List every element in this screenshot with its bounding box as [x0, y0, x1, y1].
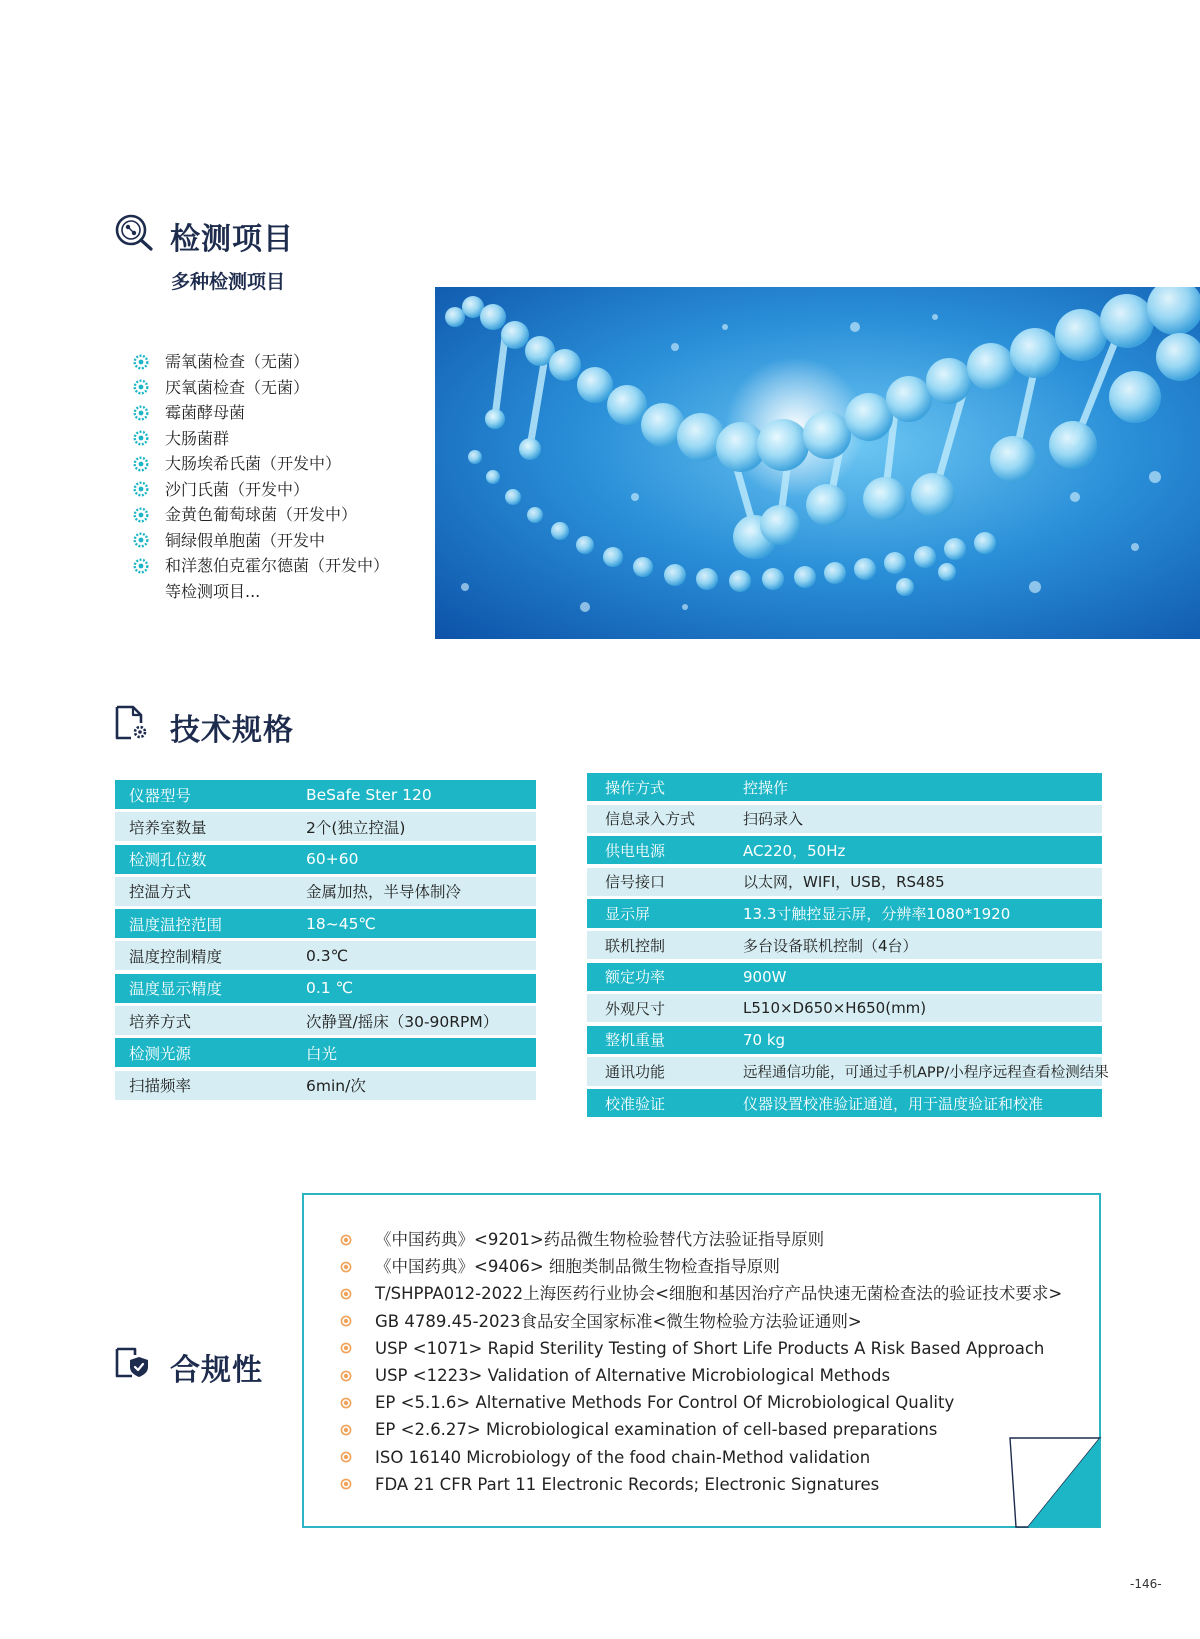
list-item [340, 1308, 1062, 1335]
compliance-item: USP <1223> Validation of Alternative Microbiological Methods [375, 1365, 891, 1385]
table-row [115, 909, 536, 938]
gear-bullet-icon [133, 507, 149, 523]
spec-key: 外观尺寸 [605, 999, 666, 1018]
spec-value: 扫码录入 [743, 810, 804, 829]
bullet-icon [340, 1424, 352, 1436]
spec-table-left [115, 780, 536, 1103]
gear-bullet-icon [133, 558, 149, 574]
spec-value: 仪器设置校准验证通道，用于温度验证和校准 [743, 1094, 1044, 1113]
list-item [340, 1362, 1062, 1389]
bullet-icon [340, 1261, 352, 1273]
bullet-icon [340, 1397, 352, 1409]
list-item [340, 1226, 1062, 1253]
bullet-icon [340, 1288, 352, 1300]
list-item [133, 553, 389, 579]
test-item: 大肠菌群 [165, 428, 230, 448]
spec-table-right [587, 773, 1109, 1121]
test-item: 铜绿假单胞菌（开发中 [165, 530, 326, 550]
list-item [133, 451, 389, 477]
spec-key: 控温方式 [129, 883, 192, 902]
specs-title: 技术规格 [170, 713, 294, 748]
compliance-item: USP <1071> Rapid Sterility Testing of Short Life Products A Risk Based Approach [375, 1338, 1045, 1358]
table-row [115, 974, 536, 1003]
spec-value: 远程通信功能，可通过手机APP/小程序远程查看检测结果 [743, 1064, 1109, 1081]
gear-bullet-icon [133, 430, 149, 446]
spec-value: 金属加热，半导体制冷 [306, 883, 462, 902]
table-row [587, 1089, 1102, 1117]
table-row [115, 845, 536, 874]
bullet-icon [340, 1478, 352, 1490]
gear-bullet-icon [133, 532, 149, 548]
table-row [587, 994, 1102, 1022]
list-item [133, 477, 389, 503]
test-item: 霉菌酵母菌 [165, 403, 246, 422]
table-row [115, 1006, 536, 1035]
table-row [115, 877, 536, 906]
spec-key: 通讯功能 [605, 1062, 666, 1081]
test-item: 厌氧菌检查（无菌） [165, 377, 310, 397]
spec-key: 信号接口 [605, 873, 666, 892]
page-number: -146- [1130, 1577, 1162, 1591]
test-item: 需氧菌检查（无菌） [165, 352, 310, 371]
list-item [133, 349, 389, 375]
magnifier-bacteria-icon [113, 212, 155, 252]
list-item [340, 1416, 1062, 1443]
compliance-item: 《中国药典》<9201>药品微生物检验替代方法验证指导原则 [375, 1230, 825, 1249]
list-item [340, 1444, 1062, 1471]
list-item [340, 1389, 1062, 1416]
test-more: 等检测项目... [165, 581, 261, 601]
spec-key: 仪器型号 [129, 786, 192, 805]
bullet-icon [340, 1451, 352, 1463]
gear-bullet-icon [133, 456, 149, 472]
gear-bullet-icon [133, 379, 149, 395]
list-item [133, 528, 389, 554]
page-fold-corner [1008, 1436, 1102, 1529]
spec-value: AC220，50Hz [743, 841, 846, 860]
spec-key: 培养方式 [129, 1012, 192, 1031]
spec-key: 操作方式 [605, 778, 666, 797]
gear-bullet-icon [133, 405, 149, 421]
spec-key: 额定功率 [605, 968, 666, 987]
gear-bullet-icon [133, 354, 149, 370]
table-row [115, 941, 536, 970]
test-item: 大肠埃希氏菌（开发中） [165, 454, 342, 473]
compliance-item: T/SHPPA012-2022上海医药行业协会<细胞和基因治疗产品快速无菌检查法的验证技术要求> [375, 1284, 1063, 1304]
spec-key: 检测光源 [129, 1044, 192, 1063]
spec-key: 联机控制 [605, 936, 666, 955]
spec-key: 显示屏 [605, 905, 651, 924]
table-row [115, 812, 536, 841]
document-gear-icon [115, 705, 149, 741]
spec-value: 60+60 [306, 850, 359, 869]
spec-value: 多台设备联机控制（4台） [743, 936, 918, 955]
table-row [587, 773, 1102, 801]
table-row [587, 931, 1102, 959]
spec-value: L510×D650×H650(mm) [743, 999, 927, 1018]
spec-value: 18~45℃ [306, 914, 376, 933]
spec-value: 0.1 ℃ [306, 979, 353, 998]
spec-value: 900W [743, 967, 787, 986]
list-item [133, 400, 389, 426]
spec-value: 2个(独立控温) [306, 818, 406, 837]
spec-key: 供电电源 [605, 841, 666, 860]
list-item [340, 1335, 1062, 1362]
compliance-item: EP <5.1.6> Alternative Methods For Control Of Microbiological Quality [375, 1393, 955, 1413]
table-row [587, 805, 1102, 833]
spec-key: 温度显示精度 [129, 980, 223, 999]
spec-value: 13.3寸触控显示屏，分辨率1080*1920 [743, 905, 1011, 924]
tests-title: 检测项目 [170, 222, 294, 257]
tests-subtitle: 多种检测项目 [171, 271, 286, 293]
spec-value: 6min/次 [306, 1077, 366, 1096]
spec-key: 整机重量 [605, 1031, 666, 1050]
table-row [115, 1038, 536, 1067]
spec-key: 温度温控范围 [129, 915, 223, 934]
compliance-item: FDA 21 CFR Part 11 Electronic Records; Electronic Signatures [375, 1474, 880, 1494]
table-row [587, 1057, 1109, 1085]
table-row [587, 836, 1102, 864]
table-row [587, 1026, 1102, 1054]
compliance-item: GB 4789.45-2023食品安全国家标准<微生物检验方法验证通则> [375, 1311, 862, 1331]
bullet-icon [340, 1370, 352, 1382]
compliance-list [340, 1226, 1062, 1498]
list-item [133, 579, 389, 605]
bullet-icon [340, 1315, 352, 1327]
list-item [340, 1471, 1062, 1498]
spec-key: 信息录入方式 [605, 810, 696, 829]
spec-value: 70 kg [743, 1030, 786, 1049]
dna-helix-image [435, 287, 1200, 639]
spec-value: 以太网，WIFI，USB，RS485 [743, 873, 945, 892]
bullet-icon [340, 1234, 352, 1246]
list-item [133, 375, 389, 401]
table-row [587, 868, 1102, 896]
gear-bullet-icon [133, 481, 149, 497]
compliance-item: ISO 16140 Microbiology of the food chain-Method validation [375, 1447, 871, 1467]
test-item: 金黄色葡萄球菌（开发中） [165, 505, 358, 524]
tests-list [133, 349, 389, 604]
test-item: 和洋葱伯克霍尔德菌（开发中） [165, 556, 390, 575]
spec-value: 次静置/摇床（30-90RPM） [306, 1012, 499, 1031]
list-item [340, 1280, 1062, 1307]
test-item: 沙门氏菌（开发中） [165, 479, 310, 499]
list-item [340, 1253, 1062, 1280]
spec-key: 校准验证 [605, 1094, 666, 1113]
compliance-item: 《中国药典》<9406> 细胞类制品微生物检查指导原则 [375, 1257, 780, 1277]
spec-value: BeSafe Ster 120 [306, 785, 432, 804]
spec-key: 培养室数量 [129, 818, 207, 837]
list-item [133, 426, 389, 452]
spec-value: 0.3℃ [306, 946, 349, 965]
table-row [587, 963, 1102, 991]
table-row [115, 780, 536, 809]
shield-check-icon [115, 1343, 151, 1379]
table-row [587, 899, 1102, 927]
spec-value: 控操作 [743, 778, 789, 797]
list-item [133, 502, 389, 528]
table-row [115, 1071, 536, 1100]
compliance-item: EP <2.6.27> Microbiological examination of cell-based preparations [375, 1420, 938, 1440]
spec-key: 扫描频率 [129, 1077, 192, 1096]
spec-key: 检测孔位数 [129, 851, 207, 870]
spec-value: 白光 [306, 1044, 338, 1063]
compliance-title: 合规性 [170, 1353, 263, 1388]
bullet-icon [340, 1342, 352, 1354]
spec-key: 温度控制精度 [129, 947, 223, 966]
